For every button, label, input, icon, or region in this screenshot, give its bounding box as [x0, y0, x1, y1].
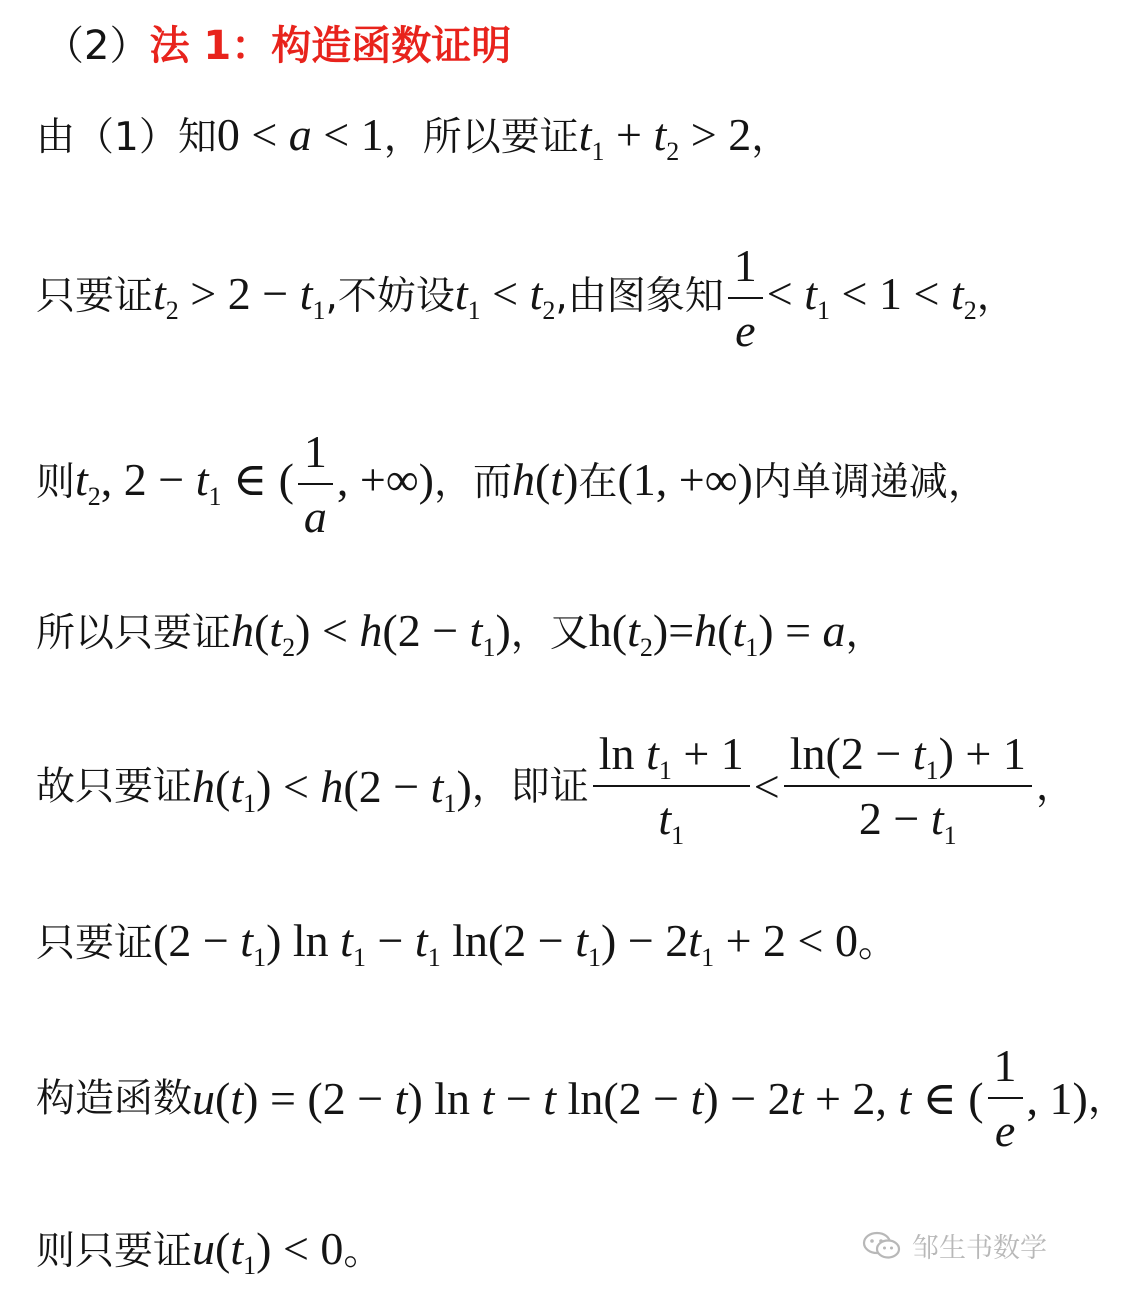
line5-text-c: ，	[1035, 764, 1075, 810]
formula-plus-infinity: , +∞)	[336, 453, 434, 505]
line4-text-b: ，又	[510, 611, 589, 656]
line3-text-d: 内单调递减，	[752, 459, 987, 505]
wechat-icon	[862, 1230, 902, 1262]
line2-text-d: ，	[976, 273, 1016, 319]
watermark-text: 邹生书数学	[912, 1233, 1047, 1264]
line3-text-c: 在	[578, 459, 618, 505]
fraction-ln-2-minus-t1: $\frac{\ln(2 - t_1) + 1}{2 - t_1}$	[784, 728, 1032, 846]
proof-line-4	[36, 605, 885, 662]
proof-line-2	[36, 240, 1016, 358]
formula-h-ineq: $h(t_2) < h(2 - t_1)$	[231, 605, 511, 662]
formula-membership: $t_2$, $2 - t_1$ ∈ (	[75, 453, 294, 511]
formula-interval: (1, +∞)	[617, 453, 753, 505]
formula-t1-plus-t2: $t_1 + t_2 > 2$	[578, 109, 752, 166]
proof-line-5	[36, 728, 1075, 850]
formula-t2-gt: $t_2 > 2 - t_1$	[153, 267, 326, 325]
formula-a-range: 0 < a < 1	[216, 109, 384, 160]
line1-text-b: ，所以要证	[383, 115, 579, 160]
line7-text-b: ，	[1087, 1076, 1127, 1122]
fraction-1-over-a: $\frac{1}{a}$	[298, 426, 333, 544]
formula-h-t1-ineq: $h(t_1) < h(2 - t_1)$	[192, 760, 472, 818]
line1-text-a: 由（1）知	[36, 115, 217, 160]
fraction-1-over-e: $\frac{1}{e}$	[728, 240, 763, 358]
line6-text-b: 。	[857, 921, 897, 966]
line8-text-b: 。	[343, 1229, 383, 1274]
proof-line-3	[36, 426, 987, 544]
line4-text-a: 所以只要证	[36, 611, 232, 656]
formula-h-equal: $h(t_2)=h(t_1) = a$	[588, 605, 846, 662]
line3-text-b: ，而	[433, 459, 512, 505]
line5-text-b: ，即证	[471, 764, 589, 810]
proof-line-8	[36, 1223, 383, 1280]
formula-u-t1-lt-zero: $u(t_1) < 0$	[192, 1223, 344, 1280]
fraction-1-over-e-domain: $\frac{1}{e}$	[988, 1040, 1023, 1158]
formula-inequality-zero: $(2 - t_1)$ $\ln t_1 - t_1$ $\ln(2 - t_1) - 2t_1 + 2 < 0$	[153, 915, 858, 972]
proof-line-1	[36, 109, 791, 166]
line5-text-a: 故只要证	[36, 764, 193, 810]
formula-t1-lt-t2: $t_1 < t_2$	[454, 267, 556, 325]
heading-title: 法 1：构造函数证明	[149, 23, 512, 69]
watermark	[862, 1226, 1047, 1265]
line2-text-b: ,不妨设	[325, 273, 455, 319]
line2-text-a: 只要证	[36, 273, 154, 319]
formula-u-definition: u(t) = (2 − t) ln t − t ln(2 − t) − 2t + 2, t ∈ (	[192, 1072, 984, 1124]
proof-line-7	[36, 1040, 1127, 1158]
formula-h-of-t: h(t)	[511, 453, 579, 505]
fraction-ln-t1: $\frac{\ln t_1 + 1}{t_1}$	[593, 728, 750, 846]
line6-text-a: 只要证	[36, 921, 154, 966]
less-than-sign: <	[753, 760, 780, 812]
line2-text-c: ,由图象知	[555, 273, 724, 319]
heading	[44, 23, 512, 69]
line1-text-c: ，	[751, 115, 791, 160]
line8-text-a: 则只要证	[36, 1229, 193, 1274]
formula-chain-ineq: < $t_1 < 1 < t_2$	[766, 267, 977, 325]
proof-line-6	[36, 915, 897, 972]
formula-domain-end: , 1)	[1026, 1072, 1088, 1124]
line3-text-a: 则	[36, 459, 76, 505]
line4-text-c: ，	[845, 611, 885, 656]
line7-text-a: 构造函数	[36, 1076, 193, 1122]
heading-prefix: （2）	[44, 23, 150, 69]
